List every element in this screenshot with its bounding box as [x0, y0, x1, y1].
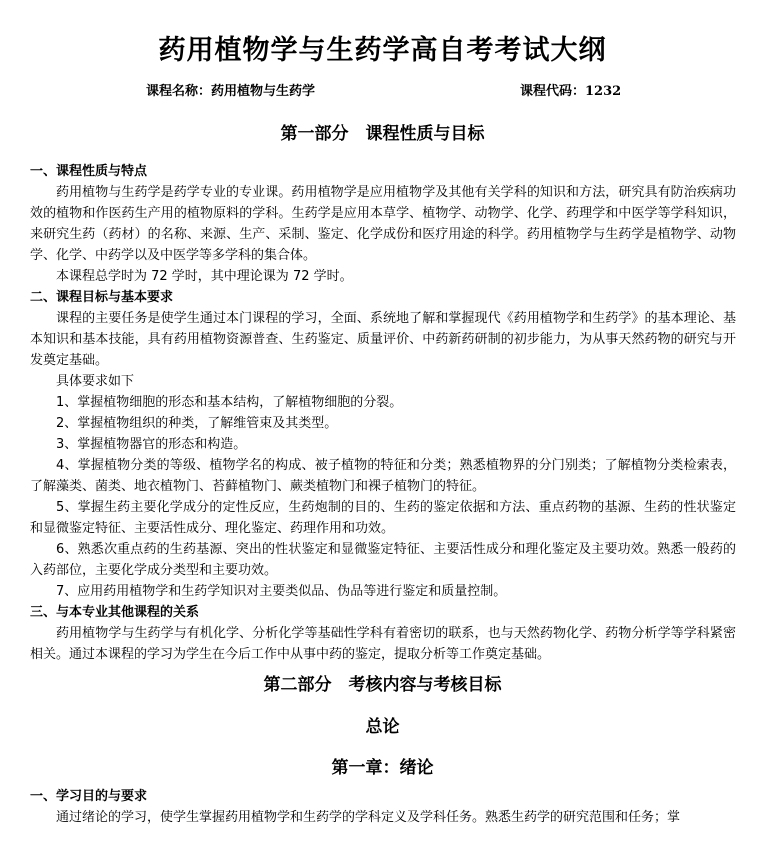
paragraph: 药用植物与生药学是药学专业的专业课。药用植物学是应用植物学及其他有关学科的知识和方法，研究具有防治疾病功效的植物和作医药生产用的植物原料的学科。生药学是应用本草学、植物学、动物学、化学、药理学和中医学等学科知识，来研究生药（药材）的名称、来源、生产、采制、鉴定、化学成份和医疗用途的科学。药用植物学与生药学是植物学、动物学、化学、中药学以及中医学等多学科的集合体。	[30, 185, 736, 263]
paragraph: 药用植物学与生药学与有机化学、分析化学等基础性学科有着密切的联系，也与天然药物化学、药物分析学等学科紧密相关。通过本课程的学习为学生在今后工作中从事中药的鉴定，提取分析等工作奠定基础。	[30, 626, 736, 662]
paragraph: 课程的主要任务是使学生通过本门课程的学习，全面、系统地了解和掌握现代《药用植物学和生药学》的基本理论、基本知识和基本技能，具有药用植物资源普查、生药鉴定、质量评价、中药新药研制的初步能力，为从事天然药物的研究与开发奠定基础。	[30, 311, 736, 368]
list-item: 2、掌握植物组织的种类，了解维管束及其类型。	[56, 416, 338, 431]
paragraph: 本课程总学时为 72 学时，其中理论课为 72 学时。	[56, 269, 353, 284]
section-heading: 三、与本专业其他课程的关系	[30, 605, 200, 620]
part2-subtitle: 总论	[365, 717, 400, 737]
paragraph: 具体要求如下	[56, 374, 135, 389]
course-code: 课程代码：1232	[520, 84, 622, 99]
part2-body	[30, 786, 736, 828]
list-item: 1、掌握植物细胞的形态和基本结构，了解植物细胞的分裂。	[56, 395, 403, 410]
chapter-title: 第一章：绪论	[331, 758, 434, 778]
paragraph: 通过绪论的学习，使学生掌握药用植物学和生药学的学科定义及学科任务。熟悉生药学的研究范围和任务；掌	[56, 810, 681, 825]
section-heading: 二、课程目标与基本要求	[30, 290, 174, 305]
course-name: 课程名称：药用植物与生药学	[146, 84, 316, 99]
list-item: 3、掌握植物器官的形态和构造。	[56, 437, 247, 452]
part2-title: 第二部分 考核内容与考核目标	[263, 675, 502, 695]
part1-body	[30, 161, 736, 665]
list-item: 6、熟悉次重点药的生药基源、突出的性状鉴定和显微鉴定特征、主要活性成分和理化鉴定及主要功效。熟悉一般药的入药部位，主要化学成分类型和主要功效。	[30, 542, 736, 578]
list-item: 5、掌握生药主要化学成分的定性反应，生药炮制的目的、生药的鉴定依据和方法、重点药物的基源、生药的性状鉴定和显微鉴定特征、主要活性成分、理化鉴定、药理作用和功效。	[30, 500, 736, 536]
section-heading: 一、课程性质与特点	[30, 164, 148, 179]
section-heading: 一、学习目的与要求	[30, 789, 148, 804]
document-title: 药用植物学与生药学高自考考试大纲	[158, 35, 607, 66]
list-item: 4、掌握植物分类的等级、植物学名的构成、被子植物的特征和分类；熟悉植物界的分门别类；了解植物分类检索表，了解藻类、菌类、地衣植物门、苔藓植物门、蕨类植物门和裸子植物门的特征。	[30, 458, 736, 494]
part1-title: 第一部分 课程性质与目标	[280, 124, 485, 144]
list-item: 7、应用药用植物学和生药学知识对主要类似品、伪品等进行鉴定和质量控制。	[56, 584, 507, 599]
